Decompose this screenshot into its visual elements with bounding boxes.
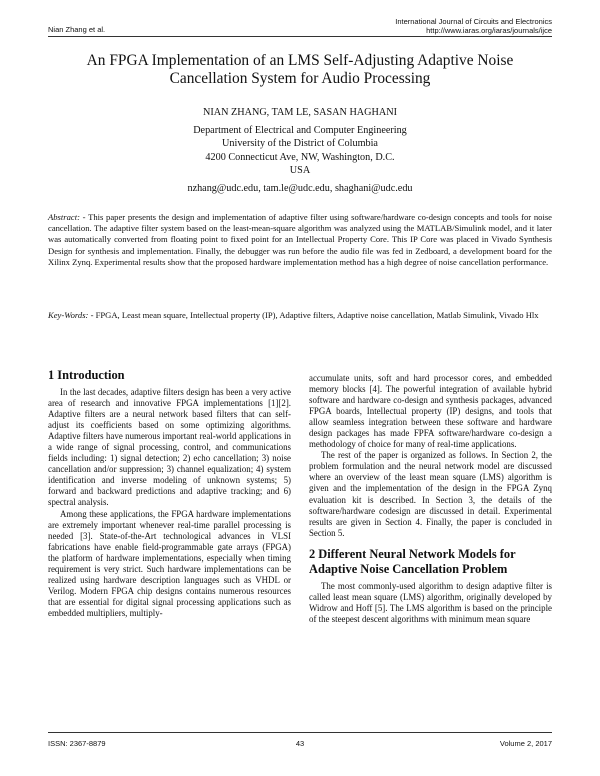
affiliation-addr: 4200 Connecticut Ave, NW, Washington, D.C. xyxy=(205,151,395,163)
affiliation-dept: Department of Electrical and Computer Engineering xyxy=(193,124,407,136)
title-line-1: An FPGA Implementation of an LMS Self-Adjusting Adaptive Noise xyxy=(86,52,514,69)
journal-name: International Journal of Circuits and Electronics xyxy=(395,17,552,26)
column-right xyxy=(309,373,552,625)
footer-rule xyxy=(48,732,552,733)
column-left xyxy=(48,368,291,619)
journal-url[interactable]: http://www.iaras.org/iaras/journals/ijce xyxy=(426,26,552,35)
abstract-text: This paper presents the design and implementation of adaptive filter using software/hardware co-design concepts and tools for noise cancellation. The adaptive filter system based on the least-mean-square algorithm was analyzed using the MATLAB/Simulink model, and it later was automatically converted from floating point to fixed point for an Intellectual Property Core. This IP Core was placed in Vivado Synthesis Design for synthesis and implementation. Finally, the debugger was run before the audio file was fed in Zedboard, a development board for the Xilinx Zynq. Experimental results show that the proposed hardware implementation method has a high degree of noise cancellation performance. xyxy=(48,212,552,267)
section-2-heading-line-2: Adaptive Noise Cancellation Problem xyxy=(309,561,508,576)
abstract-label: Abstract: - xyxy=(48,212,86,222)
author-names: NIAN ZHANG, TAM LE, SASAN HAGHANI xyxy=(203,107,397,118)
author-emails: nzhang@udc.edu, tam.le@udc.edu, shaghani@udc.edu xyxy=(187,182,413,194)
journal-header xyxy=(395,17,552,35)
section-1-para-2-cont: accumulate units, soft and hard processor cores, and embedded memory blocks [4]. The powerful integration of available hybrid software and hardware co-design and synthesis packages, advanced FPGA boards, Intellectual property (IP) designs, and tools that allow seamless integration between these software and hardware design packages has made FPFA software/hardware co-design a methodology of choice for many of real-time applications. xyxy=(309,373,552,450)
keywords-label: Key-Words: - xyxy=(48,310,94,320)
section-2-para-1: The most commonly-used algorithm to design adaptive filter is called least mean square (LMS) algorithm, originally developed by Widrow and Hoff [5]. The LMS algorithm is based on the principle of the steepest descent algorithms with minimum mean square xyxy=(309,580,552,624)
keywords-text: FPGA, Least mean square, Intellectual property (IP), Adaptive filters, Adaptive noise cancellation, Matlab Simulink, Vivado Hlx xyxy=(93,310,539,320)
abstract xyxy=(48,212,552,268)
section-2-heading-line-1: 2 Different Neural Network Models for xyxy=(309,546,516,561)
section-1-heading: 1 Introduction xyxy=(48,368,125,382)
header-rule xyxy=(48,36,552,37)
section-2-heading xyxy=(309,547,552,577)
paper-title xyxy=(48,52,552,88)
running-author: Nian Zhang et al. xyxy=(48,25,106,34)
keywords xyxy=(48,310,552,321)
affiliation-country: USA xyxy=(289,165,311,176)
affiliation-univ: University of the District of Columbia xyxy=(222,138,378,149)
volume: Volume 2, 2017 xyxy=(499,739,552,748)
title-line-2: Cancellation System for Audio Processing xyxy=(169,70,431,87)
section-1-para-1: In the last decades, adaptive filters design has been a very active area of research and innovative FPGA implementations [1][2]. Adaptive filters are a neural network based filters that can self-adjust its coefficients based on some optimizing algorithms. Adaptive filters have numerous important real-world applications in a wide range of signal processing, control, and communications fields including: 1) signal detection; 2) echo cancellation; 3) noise cancellation and/or suppression; 3) channel equalization; 4) system identification and inverse modeling of unknown systems; 5) forward and backward predictions and adaptive tracking; and 6) spectral analysis. xyxy=(48,387,291,508)
author-block xyxy=(48,106,552,195)
issn: ISSN: 2367-8879 xyxy=(48,739,106,748)
section-1-para-3: The rest of the paper is organized as follows. In Section 2, the problem formulation and the neural network model are discussed where an overview of the least mean square (LMS) algorithm is given and the implementation of the design in the FPGA Zynq evaluation kit is described. In Section 3, the details of the software/hardware codesign are discussed in detail. Experimental results are given in Section 4. Finally, the paper is concluded in Section 5. xyxy=(309,450,552,538)
page-number: 43 xyxy=(295,739,305,748)
section-1-para-2: Among these applications, the FPGA hardware implementations are extremely important whenever real-time parallel processing is needed [3]. State-of-the-Art technological advances in VLSI fabrications have enable field-programmable gate arrays (FPGA) the platform of hardware implementations, especially when timing requirement is very strict. Such hardware implementations can be realized using hardware description languages such as VHDL or Verilog. Modern FPGA chip designs contains numerous resources that are essential for digital signal processing applications such as embedded multipliers, multiply- xyxy=(48,508,291,618)
